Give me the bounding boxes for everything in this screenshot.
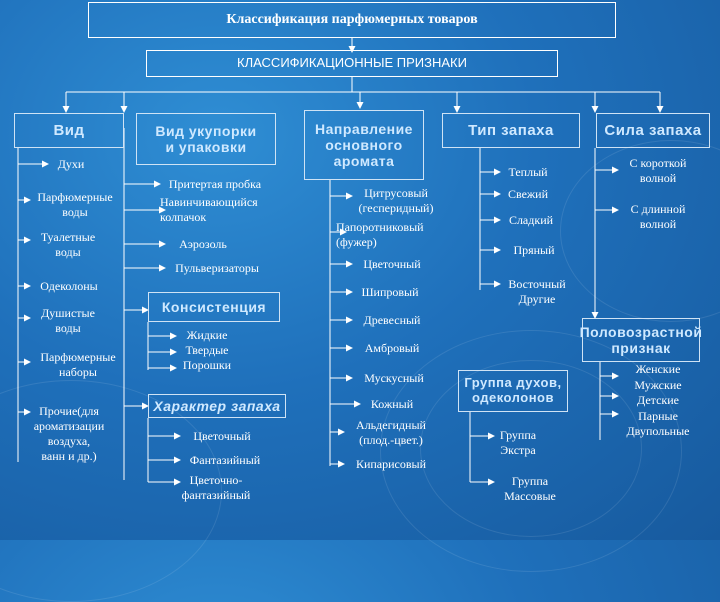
header-napravlenie — [304, 110, 424, 180]
napravlenie-item: Древесный — [363, 313, 421, 327]
header-vid-text: Вид — [53, 121, 85, 139]
gruppa-item: Группа Экстра — [499, 428, 537, 457]
header-napravlenie-text: Направление основного аромата — [315, 120, 413, 170]
harakter-item: Фантазийный — [189, 453, 261, 467]
napravlenie-item: Цитрусовый (гесперидный) — [358, 186, 434, 215]
vid-item: Туалетные воды — [40, 230, 96, 259]
header-harakter-text: Характер запаха — [153, 397, 281, 414]
napravlenie-item: Альдегидный (плод.-цвет.) — [356, 418, 426, 447]
tip-item: Теплый — [508, 165, 548, 179]
ukuporka-item: Притертая пробка — [168, 177, 262, 191]
criteria-header-text: КЛАССИФИКАЦИОННЫЕ ПРИЗНАКИ — [237, 55, 467, 71]
harakter-item: Цветочный — [193, 429, 251, 443]
vid-item: Прочие(для ароматизации воздуха, ванн и др.) — [33, 404, 105, 463]
sila-item: С длинной волной — [630, 202, 686, 231]
diagram-title — [88, 2, 616, 38]
header-tip — [442, 113, 580, 148]
tip-item: Восточный Другие — [508, 277, 566, 306]
vid-item: Парфюмерные воды — [37, 190, 113, 219]
tip-item: Сладкий — [508, 213, 554, 227]
napravlenie-item: Амбровый — [364, 341, 420, 355]
vid-item: Духи — [57, 157, 85, 171]
header-polovozrast-text: Половозрастной признак — [579, 323, 703, 356]
napravlenie-item: Папоротниковый (фужер) — [336, 220, 424, 249]
criteria-header — [146, 50, 558, 77]
polovozrast-item: Женские Мужские Детские Парные Двупольные — [626, 362, 690, 439]
header-polovozrast — [579, 318, 703, 362]
header-sila-text: Сила запаха — [604, 121, 702, 139]
vid-item: Одеколоны — [40, 279, 98, 293]
gruppa-item: Группа Массовые — [504, 474, 556, 503]
header-sila — [596, 113, 710, 148]
harakter-item: Цветочно- фантазийный — [181, 473, 251, 502]
ukuporka-item: Аэрозоль — [179, 237, 227, 251]
header-harakter — [148, 394, 286, 418]
napravlenie-item: Цветочный — [363, 257, 421, 271]
header-ukuporka-text: Вид укупорки и упаковки — [155, 122, 257, 155]
napravlenie-item: Кипарисовый — [355, 457, 427, 471]
tip-item: Свежий — [507, 187, 549, 201]
header-vid — [14, 113, 124, 148]
napravlenie-item: Мускусный — [364, 371, 424, 385]
tip-item: Пряный — [513, 243, 555, 257]
ukuporka-item: Навинчивающийся колпачок — [160, 195, 258, 224]
header-gruppa — [458, 370, 568, 412]
vid-item: Парфюмерные наборы — [40, 350, 116, 379]
header-tip-text: Тип запаха — [468, 121, 554, 139]
vid-item: Душистые воды — [41, 306, 95, 335]
diagram-title-text: Классификация парфюмерных товаров — [226, 11, 478, 27]
sila-item: С короткой волной — [629, 156, 687, 185]
header-gruppa-text: Группа духов, одеколонов — [464, 375, 562, 405]
header-ukuporka — [136, 113, 276, 165]
napravlenie-item: Шипровый — [361, 285, 419, 299]
napravlenie-item: Кожный — [370, 397, 414, 411]
ukuporka-item: Пульверизаторы — [175, 261, 259, 275]
header-konsistenciya-text: Консистенция — [161, 298, 267, 315]
konsistenciya-item: Жидкие Твердые Порошки — [182, 328, 232, 372]
header-konsistenciya — [148, 292, 280, 322]
